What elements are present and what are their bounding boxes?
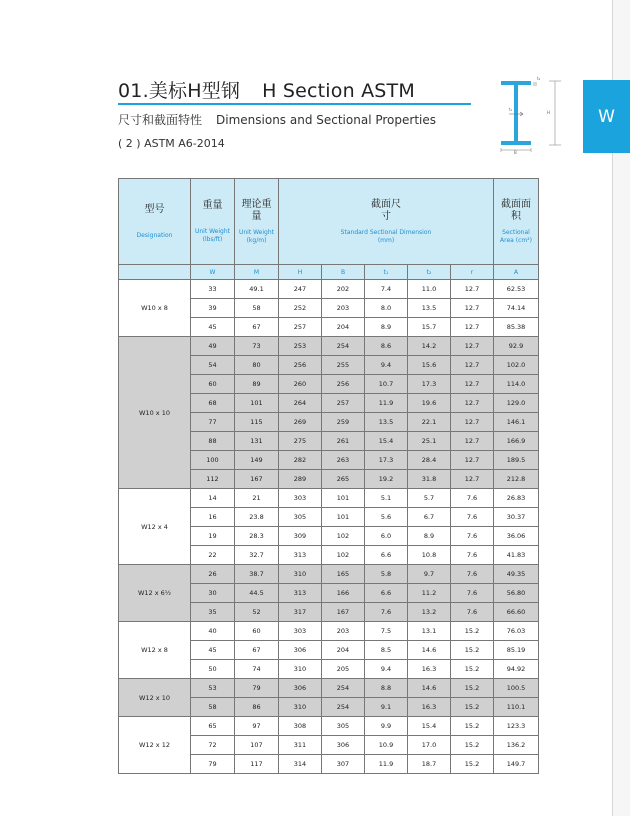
subtitle-en: Dimensions and Sectional Properties (216, 113, 436, 127)
diagram-label-t2: t₂ (537, 76, 541, 81)
table-cell: 39 (191, 299, 235, 318)
table-cell: 15.2 (451, 622, 494, 641)
table-cell: 12.7 (451, 280, 494, 299)
table-cell: 6.0 (365, 527, 408, 546)
properties-table (118, 178, 539, 774)
table-cell: 10.8 (408, 546, 451, 565)
table-cell: 110.1 (494, 698, 539, 717)
table-cell: 13.5 (365, 413, 408, 432)
table-cell: 7.6 (451, 489, 494, 508)
table-cell: 52 (235, 603, 279, 622)
table-cell: 85.19 (494, 641, 539, 660)
symbol-cell: W (191, 265, 235, 280)
designation-cell: W12 x 8 (119, 622, 191, 679)
table-cell: 12.7 (451, 356, 494, 375)
table-cell: 26 (191, 565, 235, 584)
table-cell: 13.2 (408, 603, 451, 622)
table-cell: 14 (191, 489, 235, 508)
table-cell: 203 (322, 299, 365, 318)
table-cell: 314 (279, 755, 322, 774)
table-cell: 77 (191, 413, 235, 432)
table-cell: 72 (191, 736, 235, 755)
table-cell: 15.4 (365, 432, 408, 451)
diagram-label-h: H (547, 110, 551, 115)
table-cell: 310 (279, 565, 322, 584)
table-cell: 30.37 (494, 508, 539, 527)
table-cell: 247 (279, 280, 322, 299)
table-cell: 25.1 (408, 432, 451, 451)
table-cell: 40 (191, 622, 235, 641)
table-cell: 212.8 (494, 470, 539, 489)
table-row (119, 717, 539, 736)
table-cell: 264 (279, 394, 322, 413)
table-cell: 15.2 (451, 698, 494, 717)
table-cell: 45 (191, 318, 235, 337)
table-cell: 254 (322, 337, 365, 356)
table-cell: 303 (279, 622, 322, 641)
table-cell: 6.7 (408, 508, 451, 527)
table-cell: 58 (235, 299, 279, 318)
title-zh: 01.美标H型钢 (118, 80, 241, 102)
table-cell: 94.92 (494, 660, 539, 679)
table-cell: 100 (191, 451, 235, 470)
table-cell: 313 (279, 546, 322, 565)
header-dimension: 截面尺寸 Standard Sectional Dimension (mm) (279, 179, 494, 265)
table-cell: 307 (322, 755, 365, 774)
table-cell: 23.8 (235, 508, 279, 527)
table-row (119, 280, 539, 299)
table-row (119, 565, 539, 584)
symbol-cell: M (235, 265, 279, 280)
table-cell: 14.6 (408, 679, 451, 698)
table-cell: 7.6 (451, 527, 494, 546)
table-cell: 28.3 (235, 527, 279, 546)
table-cell: 26.83 (494, 489, 539, 508)
table-cell: 256 (322, 375, 365, 394)
table-cell: 18.7 (408, 755, 451, 774)
table-cell: 12.7 (451, 337, 494, 356)
table-cell: 13.1 (408, 622, 451, 641)
table-cell: 282 (279, 451, 322, 470)
table-cell: 28.4 (408, 451, 451, 470)
table-cell: 88 (191, 432, 235, 451)
table-cell: 6.6 (365, 546, 408, 565)
section-tab-w: W (583, 80, 630, 153)
table-cell: 7.6 (451, 565, 494, 584)
table-cell: 9.4 (365, 660, 408, 679)
table-cell: 16 (191, 508, 235, 527)
designation-cell: W12 x 6½ (119, 565, 191, 622)
table-cell: 32.7 (235, 546, 279, 565)
table-cell: 5.6 (365, 508, 408, 527)
table-cell: 252 (279, 299, 322, 318)
subtitle (118, 111, 436, 128)
table-cell: 112 (191, 470, 235, 489)
table-cell: 101 (235, 394, 279, 413)
table-cell: 11.9 (365, 755, 408, 774)
table-cell: 15.2 (451, 660, 494, 679)
table-cell: 204 (322, 641, 365, 660)
table-cell: 107 (235, 736, 279, 755)
symbol-cell: t₁ (365, 265, 408, 280)
table-cell: 50 (191, 660, 235, 679)
diagram-label-t1: t₁ (509, 107, 513, 112)
table-cell: 15.2 (451, 641, 494, 660)
table-cell: 275 (279, 432, 322, 451)
table-cell: 11.2 (408, 584, 451, 603)
table-cell: 11.9 (365, 394, 408, 413)
table-cell: 261 (322, 432, 365, 451)
table-cell: 7.6 (451, 546, 494, 565)
table-body (119, 280, 539, 774)
table-cell: 11.0 (408, 280, 451, 299)
table-cell: 7.6 (451, 603, 494, 622)
table-cell: 19.2 (365, 470, 408, 489)
table-cell: 305 (279, 508, 322, 527)
h-section-diagram-icon (497, 74, 569, 154)
table-cell: 49 (191, 337, 235, 356)
table-cell: 309 (279, 527, 322, 546)
table-cell: 7.6 (451, 584, 494, 603)
table-cell: 14.6 (408, 641, 451, 660)
table-cell: 131 (235, 432, 279, 451)
table-cell: 203 (322, 622, 365, 641)
table-cell: 12.7 (451, 318, 494, 337)
title-underline (118, 103, 471, 105)
table-cell: 21 (235, 489, 279, 508)
table-cell: 257 (322, 394, 365, 413)
standard-label: ( 2 ) ASTM A6-2014 (118, 137, 225, 150)
table-cell: 49.1 (235, 280, 279, 299)
table-cell: 100.5 (494, 679, 539, 698)
table-cell: 12.7 (451, 413, 494, 432)
designation-cell: W12 x 12 (119, 717, 191, 774)
table-cell: 33 (191, 280, 235, 299)
table-cell: 165 (322, 565, 365, 584)
table-cell: 5.7 (408, 489, 451, 508)
table-cell: 30 (191, 584, 235, 603)
designation-cell: W12 x 4 (119, 489, 191, 565)
table-cell: 306 (279, 679, 322, 698)
table-cell: 263 (322, 451, 365, 470)
table-cell: 15.2 (451, 679, 494, 698)
table-cell: 102.0 (494, 356, 539, 375)
table-cell: 66.60 (494, 603, 539, 622)
table-cell: 17.3 (408, 375, 451, 394)
table-cell: 114.0 (494, 375, 539, 394)
table-cell: 68 (191, 394, 235, 413)
table-cell: 80 (235, 356, 279, 375)
table-cell: 10.9 (365, 736, 408, 755)
diagram-label-b: B (514, 150, 517, 154)
table-cell: 9.9 (365, 717, 408, 736)
table-cell: 306 (279, 641, 322, 660)
table-cell: 166.9 (494, 432, 539, 451)
table-cell: 8.8 (365, 679, 408, 698)
table-cell: 12.7 (451, 375, 494, 394)
table-cell: 205 (322, 660, 365, 679)
table-cell: 303 (279, 489, 322, 508)
table-cell: 74 (235, 660, 279, 679)
table-cell: 76.03 (494, 622, 539, 641)
table-cell: 9.1 (365, 698, 408, 717)
table-cell: 8.9 (408, 527, 451, 546)
table-cell: 16.3 (408, 698, 451, 717)
table-cell: 54 (191, 356, 235, 375)
table-row (119, 489, 539, 508)
page-title (118, 76, 415, 103)
table-cell: 256 (279, 356, 322, 375)
table-cell: 10.7 (365, 375, 408, 394)
table-cell: 67 (235, 318, 279, 337)
table-cell: 65 (191, 717, 235, 736)
table-cell: 36.06 (494, 527, 539, 546)
table-row (119, 337, 539, 356)
table-cell: 123.3 (494, 717, 539, 736)
table-row (119, 679, 539, 698)
table-cell: 15.2 (451, 717, 494, 736)
table-cell: 79 (191, 755, 235, 774)
table-cell: 306 (322, 736, 365, 755)
table-cell: 313 (279, 584, 322, 603)
table-cell: 115 (235, 413, 279, 432)
table-cell: 305 (322, 717, 365, 736)
table-cell: 14.2 (408, 337, 451, 356)
table-cell: 253 (279, 337, 322, 356)
table-cell: 102 (322, 546, 365, 565)
table-cell: 15.6 (408, 356, 451, 375)
table-cell: 289 (279, 470, 322, 489)
symbol-row (119, 265, 539, 280)
table-cell: 97 (235, 717, 279, 736)
table-cell: 149 (235, 451, 279, 470)
table-cell: 89 (235, 375, 279, 394)
table-cell: 12.7 (451, 394, 494, 413)
table-cell: 204 (322, 318, 365, 337)
table-cell: 257 (279, 318, 322, 337)
table-cell: 5.8 (365, 565, 408, 584)
table-cell: 86 (235, 698, 279, 717)
table-cell: 7.4 (365, 280, 408, 299)
table-cell: 62.53 (494, 280, 539, 299)
table-cell: 146.1 (494, 413, 539, 432)
table-cell: 41.83 (494, 546, 539, 565)
table-cell: 17.0 (408, 736, 451, 755)
table-cell: 74.14 (494, 299, 539, 318)
table-cell: 73 (235, 337, 279, 356)
table-cell: 45 (191, 641, 235, 660)
table-cell: 202 (322, 280, 365, 299)
header-area: 截面面积 Sectional Area (cm²) (494, 179, 539, 265)
table-cell: 44.5 (235, 584, 279, 603)
table-cell: 12.7 (451, 432, 494, 451)
subtitle-zh: 尺寸和截面特性 (118, 113, 203, 127)
table-cell: 255 (322, 356, 365, 375)
table-cell: 7.6 (365, 603, 408, 622)
table-cell: 189.5 (494, 451, 539, 470)
table-cell: 311 (279, 736, 322, 755)
table-cell: 19 (191, 527, 235, 546)
table-cell: 269 (279, 413, 322, 432)
table-cell: 101 (322, 508, 365, 527)
table-cell: 17.3 (365, 451, 408, 470)
title-en: H Section ASTM (262, 80, 415, 102)
table-cell: 53 (191, 679, 235, 698)
designation-cell: W12 x 10 (119, 679, 191, 717)
table-cell: 310 (279, 698, 322, 717)
table-cell: 310 (279, 660, 322, 679)
table-cell: 19.6 (408, 394, 451, 413)
table-cell: 56.80 (494, 584, 539, 603)
table-cell: 317 (279, 603, 322, 622)
table-cell: 8.0 (365, 299, 408, 318)
table-cell: 8.5 (365, 641, 408, 660)
table-cell: 92.9 (494, 337, 539, 356)
table-cell: 31.8 (408, 470, 451, 489)
symbol-cell: H (279, 265, 322, 280)
table-cell: 254 (322, 698, 365, 717)
table-cell: 12.7 (451, 299, 494, 318)
table-cell: 8.9 (365, 318, 408, 337)
table-cell: 60 (235, 622, 279, 641)
table-cell: 58 (191, 698, 235, 717)
table-cell: 85.38 (494, 318, 539, 337)
table-row (119, 622, 539, 641)
table-cell: 22 (191, 546, 235, 565)
table-cell: 15.7 (408, 318, 451, 337)
table-cell: 22.1 (408, 413, 451, 432)
table-cell: 15.2 (451, 736, 494, 755)
table-cell: 117 (235, 755, 279, 774)
symbol-cell: r (451, 265, 494, 280)
table-cell: 259 (322, 413, 365, 432)
table-cell: 149.7 (494, 755, 539, 774)
table-cell: 9.7 (408, 565, 451, 584)
table-cell: 15.4 (408, 717, 451, 736)
header-weight: 重量 Unit Weight (lbs/ft) (191, 179, 235, 265)
table-cell: 265 (322, 470, 365, 489)
table-cell: 60 (191, 375, 235, 394)
header-designation: 型号 Designation (119, 179, 191, 265)
header-theoretical-weight: 理论重量 Unit Weight (kg/m) (235, 179, 279, 265)
designation-cell: W10 x 10 (119, 337, 191, 489)
table-cell: 167 (322, 603, 365, 622)
table-cell: 166 (322, 584, 365, 603)
table-cell: 5.1 (365, 489, 408, 508)
designation-cell: W10 x 8 (119, 280, 191, 337)
symbol-cell-blank (119, 265, 191, 280)
table-cell: 254 (322, 679, 365, 698)
table-cell: 13.5 (408, 299, 451, 318)
table-cell: 12.7 (451, 470, 494, 489)
table-cell: 35 (191, 603, 235, 622)
table-cell: 308 (279, 717, 322, 736)
table-cell: 129.0 (494, 394, 539, 413)
table-cell: 102 (322, 527, 365, 546)
symbol-cell: B (322, 265, 365, 280)
table-cell: 167 (235, 470, 279, 489)
table-cell: 7.5 (365, 622, 408, 641)
table-cell: 7.6 (451, 508, 494, 527)
symbol-cell: t₂ (408, 265, 451, 280)
table-cell: 38.7 (235, 565, 279, 584)
table-cell: 9.4 (365, 356, 408, 375)
symbol-cell: A (494, 265, 539, 280)
table-cell: 67 (235, 641, 279, 660)
table-cell: 136.2 (494, 736, 539, 755)
table-cell: 8.6 (365, 337, 408, 356)
table-cell: 101 (322, 489, 365, 508)
table-cell: 79 (235, 679, 279, 698)
table-cell: 6.6 (365, 584, 408, 603)
table-cell: 260 (279, 375, 322, 394)
table-cell: 49.35 (494, 565, 539, 584)
table-cell: 16.3 (408, 660, 451, 679)
table-cell: 12.7 (451, 451, 494, 470)
table-cell: 15.2 (451, 755, 494, 774)
